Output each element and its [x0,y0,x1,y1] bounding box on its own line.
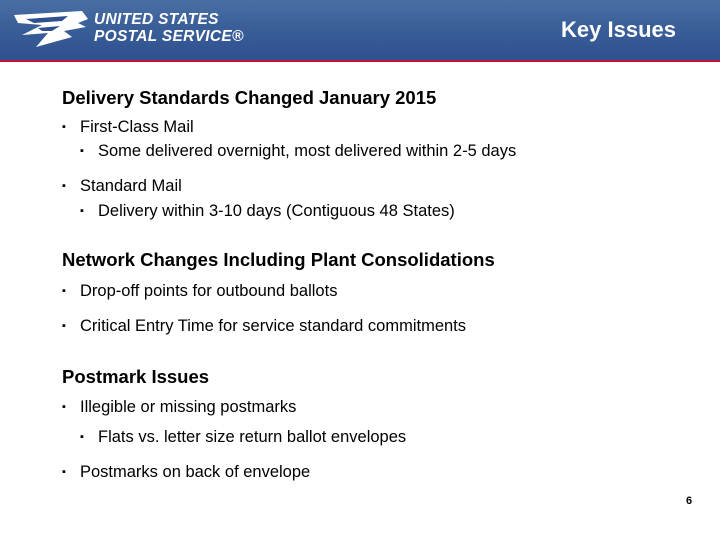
bullet-icon: ▪ [80,145,84,157]
bullet-text: Some delivered overnight, most delivered within 2-5 days [98,142,517,160]
bullet-icon: ▪ [80,431,84,443]
section-heading-network-changes: Network Changes Including Plant Consolidations [62,249,495,270]
slide-title: Key Issues [561,17,676,42]
bullet-item [62,317,466,336]
bullet-text: First-Class Mail [80,118,194,136]
bullet-item [62,463,310,482]
bullet-item [62,177,182,196]
bullet-item [62,398,296,417]
bullet-icon: ▪ [62,180,66,192]
header-bar [0,0,720,60]
section-heading-postmark-issues: Postmark Issues [62,366,210,387]
sub-bullet-item [80,142,516,161]
bullet-text: Standard Mail [80,177,182,195]
bullet-text: Flats vs. letter size return ballot envelopes [98,428,407,446]
bullet-item [62,282,337,301]
usps-logo [12,9,242,49]
bullet-text: Illegible or missing postmarks [80,398,297,416]
bullet-icon: ▪ [62,401,66,413]
bullet-icon: ▪ [80,205,84,217]
bullet-icon: ▪ [62,285,66,297]
header-divider [0,60,720,62]
sub-bullet-item [80,202,455,221]
bullet-text: Postmarks on back of envelope [80,463,311,481]
eagle-icon [12,9,90,49]
bullet-icon: ▪ [62,320,66,332]
bullet-item [62,118,194,137]
page-number: 6 [686,495,693,507]
bullet-icon: ▪ [62,121,66,133]
logo-line-1: UNITED STATES [94,11,219,28]
bullet-text: Delivery within 3-10 days (Contiguous 48 States) [98,202,455,220]
section-heading-delivery-standards: Delivery Standards Changed January 2015 [62,87,437,108]
bullet-icon: ▪ [62,466,66,478]
logo-line-2: POSTAL SERVICE® [94,28,244,45]
sub-bullet-item [80,428,406,447]
bullet-text: Drop-off points for outbound ballots [80,282,338,300]
bullet-text: Critical Entry Time for service standard commitments [80,317,467,335]
